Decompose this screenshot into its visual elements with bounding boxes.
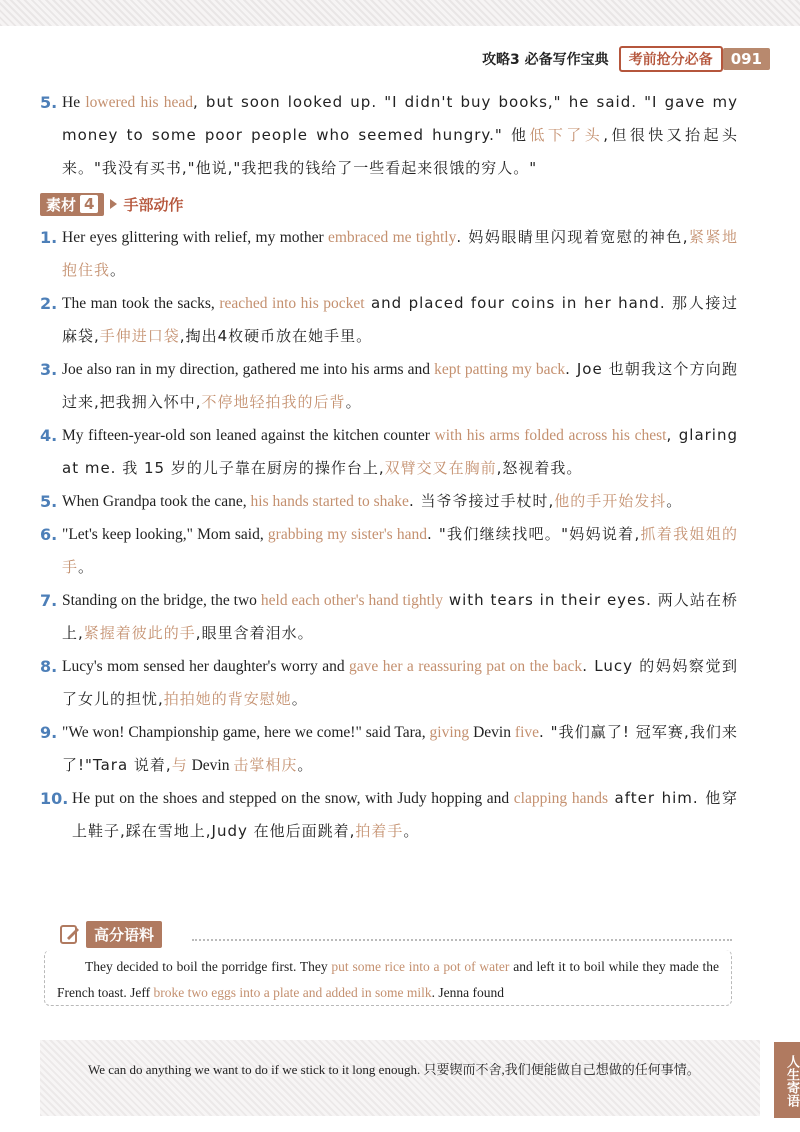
item-number: 2. — [40, 294, 58, 313]
item-text: ,眼里含着泪水。 — [195, 624, 314, 642]
item-highlight: kept patting my back — [434, 361, 566, 378]
item-text: . "我们赢了! 冠军赛,我们来了!"Tara 说着, — [62, 723, 738, 774]
item-number: 5. — [40, 492, 58, 511]
item-text: Joe also ran in my direction, gathered me into his arms and — [62, 361, 435, 378]
item-text: . "我们继续找吧。"妈妈说着, — [427, 525, 641, 543]
item-highlight: giving — [429, 724, 470, 741]
list-item — [40, 485, 738, 518]
item-highlight: embraced me tightly — [327, 229, 457, 246]
item-number: 3. — [40, 360, 58, 379]
item-text: "Let's keep looking," Mom said, — [62, 526, 268, 543]
item-highlight: 他的手开始发抖 — [554, 492, 667, 510]
item-text: He put on the shoes and stepped on the snow, with Judy hopping and — [72, 790, 514, 807]
item-text: My fifteen-year-old son leaned against the kitchen counter — [62, 427, 435, 444]
item-highlight: lowered his head — [85, 94, 194, 111]
list-item — [40, 782, 738, 848]
header-section-title: 攻略3 必备写作宝典 — [482, 52, 609, 68]
item-text: 。 — [78, 558, 95, 576]
item-text: When Grandpa took the cane, — [62, 493, 251, 510]
item-highlight: 拍着手 — [355, 822, 404, 840]
material-label-text: 素材 — [46, 195, 77, 214]
item-highlight: clapping hands — [513, 790, 608, 807]
item-number: 9. — [40, 723, 58, 742]
item-text: ,掏出4枚硬币放在她手里。 — [179, 327, 373, 345]
item-highlight: 手伸进口袋 — [99, 327, 180, 345]
item-highlight: gave her a reassuring pat on the back — [349, 658, 583, 675]
triangle-right-icon — [110, 199, 117, 209]
item-highlight: reached into his pocket — [219, 295, 365, 312]
item-text: . Joe 也朝我这个方向跑过来,把我拥入怀中, — [62, 360, 738, 411]
item-text: Devin — [469, 724, 515, 741]
item-text: The man took the sacks, — [62, 295, 220, 312]
item-text: 。 — [345, 393, 362, 411]
item-text: 。 — [110, 261, 127, 279]
list-item — [40, 650, 738, 716]
item-text: . 妈妈眼睛里闪现着宽慰的神色, — [456, 228, 689, 246]
item-number: 1. — [40, 228, 58, 247]
item-text: . Lucy 的妈妈察觉到了女儿的担忧, — [62, 657, 738, 708]
item-text: , glaring at me. 我 15 岁的儿子靠在厨房的操作台上, — [62, 426, 739, 477]
list-item — [40, 287, 738, 353]
item-text: "We won! Championship game, here we come!" said Tara, — [62, 724, 430, 741]
item-highlight: 抓着我姐姐的手 — [62, 525, 739, 576]
material-number: 4 — [80, 195, 98, 213]
item-text: 。 — [291, 690, 308, 708]
item-highlight: 紧紧地抱住我 — [62, 228, 738, 279]
top-pattern-band — [0, 0, 800, 26]
box-text: They decided to boil the porridge first. They — [85, 959, 332, 974]
item-text: 。 — [666, 492, 683, 510]
item-text: , but soon looked up. "I didn't buy books," he said. "I gave my money to some poor people who seemed hungry." 他 — [62, 93, 739, 144]
list-item — [40, 716, 738, 782]
item-number: 8. — [40, 657, 58, 676]
material-heading — [40, 191, 738, 217]
pencil-note-icon — [58, 922, 82, 946]
item-highlight: five — [514, 724, 540, 741]
item-text: He — [62, 94, 86, 111]
item-number: 6. — [40, 525, 58, 544]
item-highlight: with his arms folded across his chest — [434, 427, 667, 444]
item-text: with tears in their eyes. 两人站在桥上, — [62, 591, 738, 642]
item-text: 。 — [403, 822, 420, 840]
item-text: . 当爷爷接过手杖时, — [408, 492, 555, 510]
item-text: ,但很快又抬起头来。"我没有买书,"他说,"我把我的钱给了一些看起来很饿的穷人。" — [62, 126, 738, 177]
item-highlight: 击掌相庆 — [233, 756, 298, 774]
item-text: after him. 他穿上鞋子,踩在雪地上,Judy 在他后面跳着, — [72, 789, 738, 840]
item-highlight: 低下了头 — [529, 126, 604, 144]
item-highlight: 与 — [171, 756, 188, 774]
material-label — [40, 193, 104, 216]
item-text: 。 — [297, 756, 314, 774]
item-text: Devin — [187, 757, 234, 774]
list-item — [40, 353, 738, 419]
list-item — [40, 419, 738, 485]
item-highlight: held each other's hand tightly — [260, 592, 444, 609]
page-header — [482, 46, 770, 72]
item-text: Lucy's mom sensed her daughter's worry and — [62, 658, 350, 675]
page-number: 091 — [723, 48, 770, 70]
item-highlight: 不停地轻拍我的后背 — [201, 393, 346, 411]
high-score-tab — [58, 920, 162, 948]
box-text: and left it to boil while they made the French toast. Jeff — [57, 959, 719, 1000]
box-highlight: broke two eggs into a plate and added in some milk — [153, 985, 432, 1000]
box-highlight: put some rice into a pot of water — [331, 959, 510, 974]
item-text: Standing on the bridge, the two — [62, 592, 261, 609]
item-highlight: his hands started to shake — [250, 493, 409, 510]
item-number: 5. — [40, 93, 58, 112]
main-content — [40, 86, 738, 848]
footer-quote-band — [40, 1040, 760, 1116]
high-score-label: 高分语料 — [86, 921, 162, 948]
list-item — [40, 86, 738, 185]
list-item — [40, 518, 738, 584]
material-title: 手部动作 — [123, 195, 184, 214]
list-item — [40, 584, 738, 650]
item-text: and placed four coins in her hand. 那人接过麻袋, — [62, 294, 738, 345]
item-highlight: 双臂交叉在胸前 — [384, 459, 497, 477]
side-tab: 人生寄语 — [774, 1042, 800, 1118]
item-text: Her eyes glittering with relief, my mother — [62, 229, 328, 246]
item-number: 10. — [40, 789, 69, 808]
box-text: . Jenna found — [431, 985, 505, 1000]
item-number: 4. — [40, 426, 58, 445]
item-highlight: grabbing my sister's hand — [267, 526, 428, 543]
list-item — [40, 221, 738, 287]
item-number: 7. — [40, 591, 58, 610]
footer-quote: We can do anything we want to do if we stick to it long enough. 只要锲而不舍,我们便能做自己想做的任何事情。 — [88, 1062, 700, 1077]
header-brand-label: 考前抢分必备 — [619, 46, 723, 72]
dotted-divider — [192, 939, 732, 941]
high-score-box — [44, 950, 732, 1006]
item-text: ,怒视着我。 — [496, 459, 583, 477]
item-highlight: 拍拍她的背安慰她 — [163, 690, 292, 708]
item-highlight: 紧握着彼此的手 — [83, 624, 196, 642]
